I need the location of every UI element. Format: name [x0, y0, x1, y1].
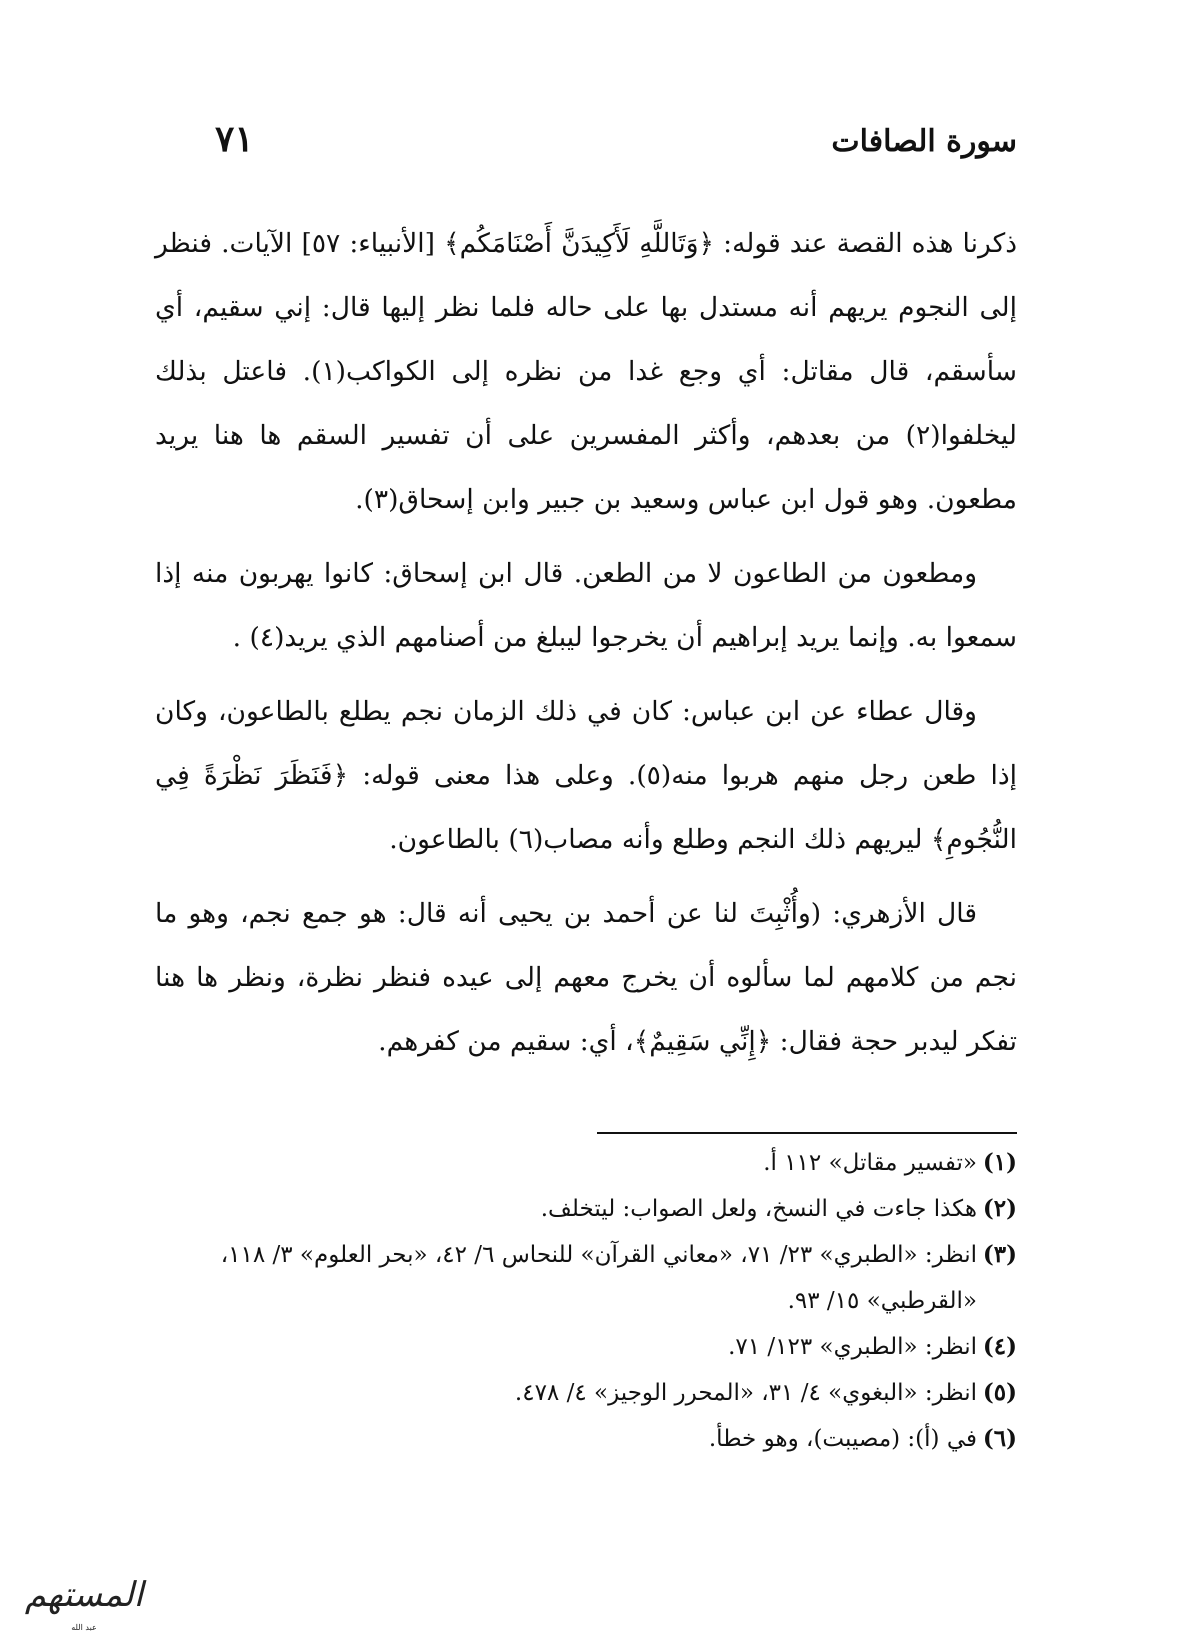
footnote-text: «تفسير مقاتل» ١١٢ أ. [763, 1150, 977, 1176]
footnote-text: انظر: «البغوي» ٤/ ٣١، «المحرر الوجيز» ٤/ ٤٧٨. [514, 1380, 977, 1406]
stamp-calligraphy: المستهم [24, 1575, 144, 1615]
footnote-item [150, 1324, 1017, 1370]
footnote-item [150, 1186, 1017, 1232]
footnote-item [150, 1416, 1017, 1462]
footnote-text: هكذا جاءت في النسخ، ولعل الصواب: ليتخلف. [540, 1196, 977, 1222]
running-head [155, 118, 1017, 168]
stamp-subtext: عبد الله [71, 1623, 97, 1632]
paragraph-1: ذكرنا هذه القصة عند قوله: ﴿وَتَاللَّهِ لَأَكِيدَنَّ أَصْنَامَكُم﴾ [الأنبياء: ٥٧] الآيات. فنظر إلى النجوم يريهم أنه مستدل بها على حاله فلما نظر إليها قال: إني سقيم، أي سأسقم، قال مقاتل: أي وجع غدا من نظره إلى الكواكب(١). فاعتل بذلك ليخلفوا(٢) من بعدهم، وأكثر المفسرين على أن تفسير السقم ها هنا يريد مطعون. وهو قول ابن عباس وسعيد بن جبير وابن إسحاق(٣). [155, 228, 1017, 515]
footnote-item [150, 1232, 1017, 1324]
footnote-text: انظر: «الطبري» ٢٣/ ٧١، «معاني القرآن» للنحاس ٦/ ٤٢، «بحر العلوم» ٣/ ١١٨، «القرطبي» ١٥/ ٩٣. [220, 1242, 977, 1314]
library-stamp-logo [18, 1572, 150, 1632]
footnote-number: (١) [982, 1149, 1017, 1176]
footnote-number: (٦) [982, 1425, 1017, 1452]
footnote-number: (٥) [982, 1379, 1017, 1406]
surah-title: سورة الصافات [831, 124, 1017, 159]
footnote-number: (٤) [982, 1333, 1017, 1360]
footnotes-list [150, 1140, 1017, 1462]
footnote-number: (٣) [982, 1241, 1017, 1268]
footnote-divider [597, 1132, 1017, 1134]
paragraph-4: قال الأزهري: (وأُثْبِتَ لنا عن أحمد بن يحيى أنه قال: هو جمع نجم، وهو ما نجم من كلامهم لما سألوه أن يخرج معهم إلى عيده فنظر نظرة، ونظر ها هنا تفكر ليدبر حجة فقال: ﴿إِنِّي سَقِيمٌ﴾، أي: سقيم من كفرهم. [155, 898, 1017, 1057]
footnote-item [150, 1370, 1017, 1416]
footnote-number: (٢) [982, 1195, 1017, 1222]
paragraph-3: وقال عطاء عن ابن عباس: كان في ذلك الزمان نجم يطلع بالطاعون، وكان إذا طعن رجل منهم هربوا منه(٥). وعلى هذا معنى قوله: ﴿فَنَظَرَ نَظْرَةً فِي النُّجُومِ﴾ ليريهم ذلك النجم وطلع وأنه مصاب(٦) بالطاعون. [155, 696, 1017, 855]
footnote-text: انظر: «الطبري» ١٢٣/ ٧١. [728, 1334, 977, 1360]
main-text [155, 212, 1017, 1084]
page-number: ٧١ [215, 118, 254, 160]
footnote-item [150, 1140, 1017, 1186]
footnote-text: في (أ): (مصيبت)، وهو خطأ. [708, 1426, 977, 1452]
paragraph-2: ومطعون من الطاعون لا من الطعن. قال ابن إسحاق: كانوا يهربون منه إذا سمعوا به. وإنما يريد إبراهيم أن يخرجوا ليبلغ من أصنامهم الذي يريد(٤) . [155, 558, 1017, 653]
